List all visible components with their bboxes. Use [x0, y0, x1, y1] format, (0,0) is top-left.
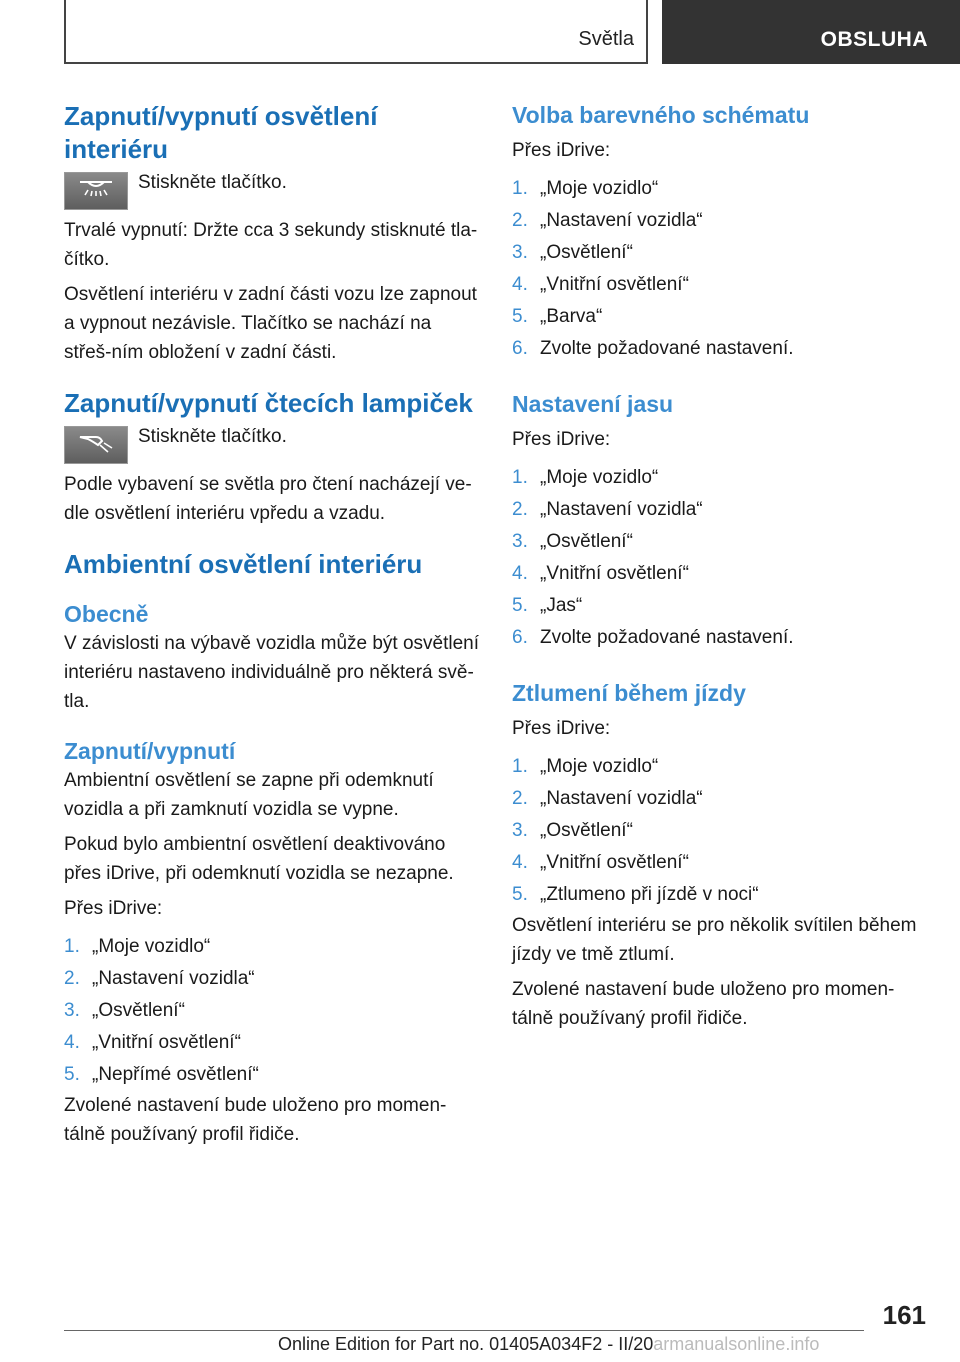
list-item: 1. „Moje vozidlo“: [64, 936, 211, 957]
dim-text-1: Osvětlení interiéru se pro několik svítilen během jízdy ve tmě ztlumí.: [512, 915, 917, 965]
list-item: 3. „Osvětlení“: [512, 820, 633, 841]
interior-light-button-icon: [64, 172, 128, 210]
press-button-text-1: Stiskněte tlačítko.: [138, 172, 287, 193]
list-item: 3. „Osvětlení“: [512, 242, 633, 263]
list-item: 3. „Osvětlení“: [512, 531, 633, 552]
list-item: 2. „Nastavení vozidla“: [512, 788, 703, 809]
brightness-via-text: Přes iDrive:: [512, 429, 611, 450]
via-idrive-text: Přes iDrive:: [64, 898, 163, 919]
header-chapter-box: [662, 0, 960, 64]
heading-on-off: Zapnutí/vypnutí: [64, 738, 236, 764]
dim-text-2: Zvolené nastavení bude uloženo pro momen‐tálně používaný profil řidiče.: [512, 979, 895, 1029]
heading-ambient-light: Ambientní osvětlení interiéru: [64, 549, 423, 579]
heading-brightness: Nastavení jasu: [512, 391, 674, 417]
on-off-text-2: Pokud bylo ambientní osvětlení deaktivováno přes iDrive, při odemknutí vozidla se nezapne.: [64, 834, 454, 884]
footer-watermark: armanualsonline.info: [653, 1334, 820, 1354]
dim-steps-list: [512, 751, 922, 911]
list-item: 4. „Vnitřní osvětlení“: [64, 1032, 241, 1053]
list-item: 2. „Nastavení vozidla“: [512, 499, 703, 520]
reading-light-button-row: [64, 426, 480, 464]
list-item: 1. „Moje vozidlo“: [512, 756, 659, 777]
list-item: 4. „Vnitřní osvětlení“: [512, 852, 689, 873]
brightness-steps-list: [512, 462, 922, 654]
color-via-text: Přes iDrive:: [512, 140, 611, 161]
heading-color-scheme: Volba barevného schématu: [512, 102, 810, 128]
list-item: 5. „Jas“: [512, 595, 583, 616]
list-item: 5. „Ztlumeno při jízdě v noci“: [512, 884, 759, 905]
reading-light-text: Podle vybavení se světla pro čtení nacházejí ve‐dle osvětlení interiéru vpředu a vzadu.: [64, 474, 472, 524]
heading-interior-light: Zapnutí/vypnutí osvětlení interiéru: [64, 101, 378, 164]
permanent-off-text: Trvalé vypnutí: Držte cca 3 sekundy stisknuté tla‐čítko.: [64, 220, 478, 270]
header-chapter-title: OBSLUHA: [820, 28, 928, 51]
ambient-steps-list: [64, 931, 480, 1091]
list-item: 4. „Vnitřní osvětlení“: [512, 563, 689, 584]
footer-edition-text: Online Edition for Part no. 01405A034F2 - II/20: [278, 1334, 654, 1354]
list-item: 5. „Barva“: [512, 306, 603, 327]
footer-divider: [64, 1330, 864, 1331]
heading-general: Obecně: [64, 601, 149, 627]
header-section-box: [64, 0, 648, 64]
color-steps-list: [512, 173, 922, 365]
heading-dim-while-driving: Ztlumení během jízdy: [512, 680, 746, 706]
list-item: 6. Zvolte požadované nastavení.: [512, 627, 794, 648]
list-item: 2. „Nastavení vozidla“: [512, 210, 703, 231]
press-button-text-2: Stiskněte tlačítko.: [138, 426, 287, 447]
rear-light-text: Osvětlení interiéru v zadní části vozu lze zapnout a vypnout nezávisle. Tlačítko se nachází na střeš‐ním obložení v zadní části.: [64, 284, 477, 363]
dim-via-text: Přes iDrive:: [512, 718, 611, 739]
list-item: 5. „Nepřímé osvětlení“: [64, 1064, 259, 1085]
left-column: [64, 100, 480, 1149]
interior-light-button-row: [64, 172, 480, 210]
list-item: 4. „Vnitřní osvětlení“: [512, 274, 689, 295]
heading-reading-lights: Zapnutí/vypnutí čtecích lampiček: [64, 388, 473, 418]
on-off-text-1: Ambientní osvětlení se zapne při odemknutí vozidla a při zamknutí vozidla se vypne.: [64, 770, 434, 820]
right-column: [512, 100, 922, 1033]
general-text: V závislosti na výbavě vozidla může být osvětlení interiéru nastaveno individuálně pro některá svě‐tla.: [64, 633, 480, 712]
header-section-title: Světla: [578, 28, 634, 50]
list-item: 2. „Nastavení vozidla“: [64, 968, 255, 989]
list-item: 1. „Moje vozidlo“: [512, 467, 659, 488]
list-item: 3. „Osvětlení“: [64, 1000, 185, 1021]
page-number: 161: [882, 1300, 926, 1330]
saved-setting-text: Zvolené nastavení bude uloženo pro momen‐tálně používaný profil řidiče.: [64, 1095, 447, 1145]
list-item: 1. „Moje vozidlo“: [512, 178, 659, 199]
reading-light-button-icon: [64, 426, 128, 464]
footer-edition: [278, 1334, 819, 1355]
list-item: 6. Zvolte požadované nastavení.: [512, 338, 794, 359]
